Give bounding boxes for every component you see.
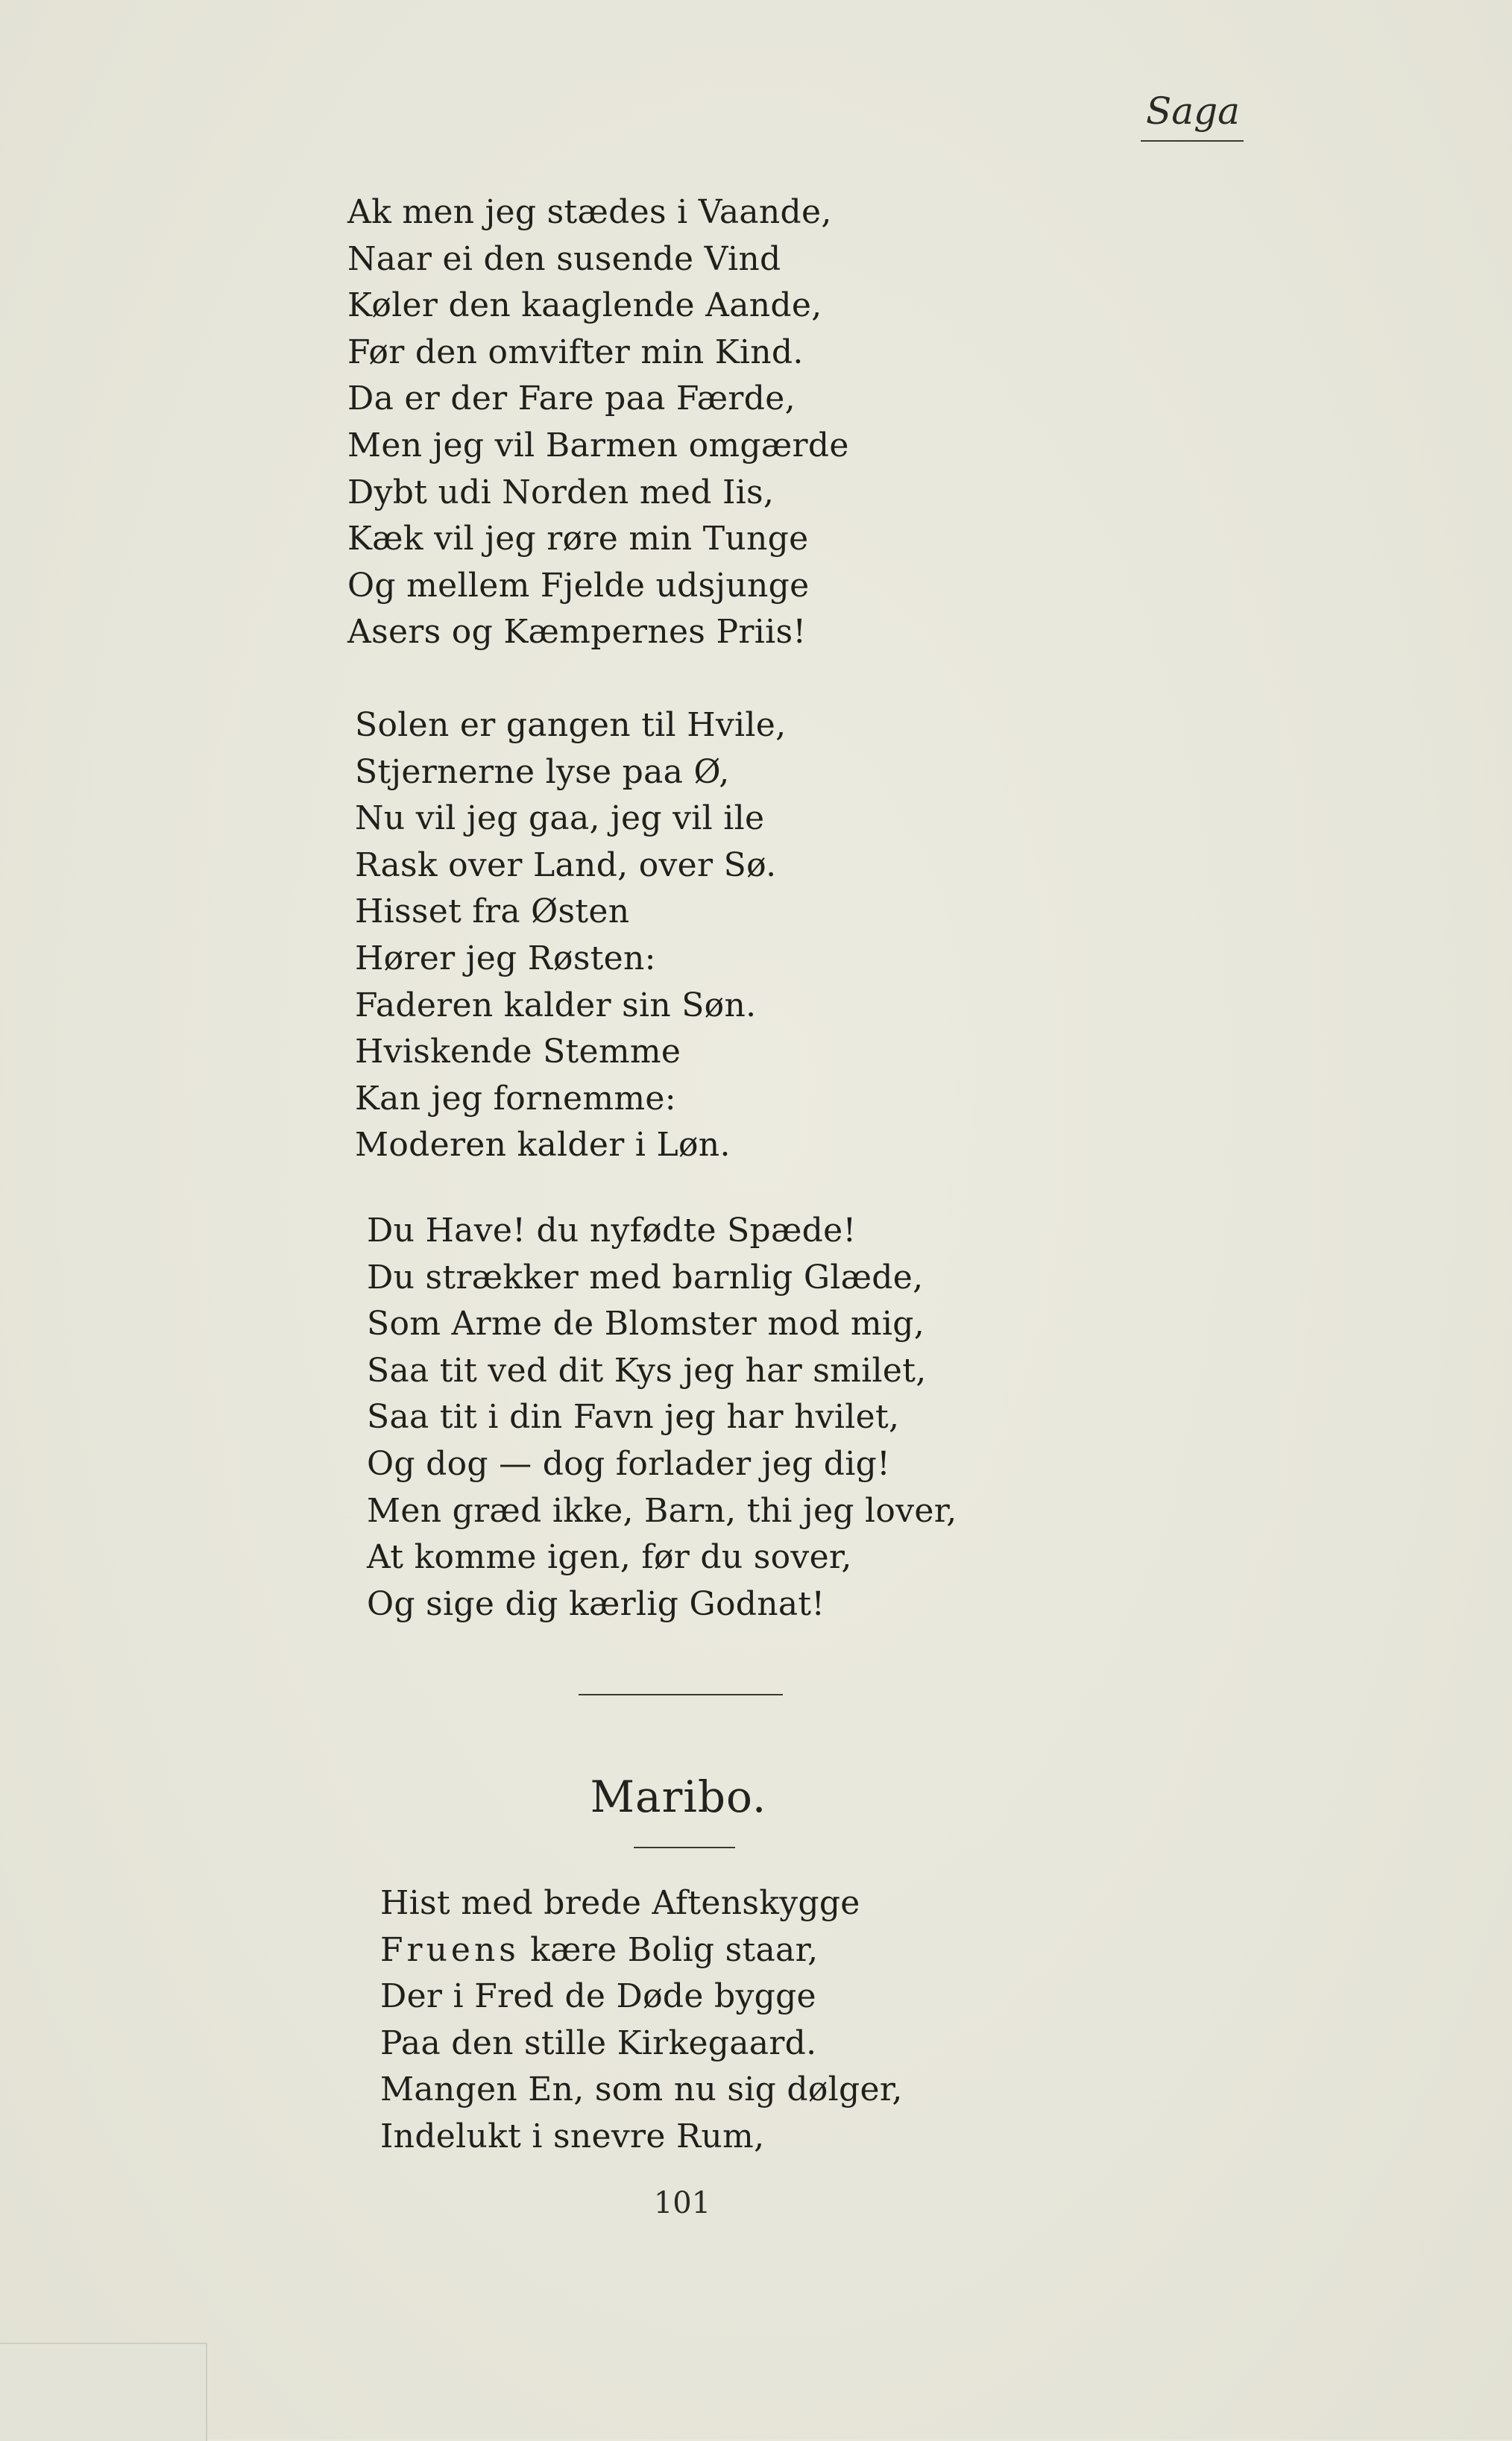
running-head: Saga (1146, 89, 1240, 133)
verse-line: Som Arme de Blomster mod mig, (367, 1305, 925, 1344)
verse-line: Du Have! du nyfødte Spæde! (367, 1212, 857, 1250)
running-head-underline (1141, 140, 1244, 142)
title-underline (634, 1847, 735, 1848)
maribo-stanza (380, 1880, 903, 2161)
verse-line: Faderen kalder sin Søn. (355, 986, 757, 1024)
verse-line: Moderen kalder i Løn. (355, 1126, 731, 1165)
verse-line: Hører jeg Røsten: (355, 939, 656, 977)
verse-line: Der i Fred de Døde bygge (380, 1977, 816, 2016)
verse-line: Saa tit ved dit Kys jeg har smilet, (367, 1351, 927, 1390)
verse-line: Kæk vil jeg røre min Tunge (347, 520, 809, 558)
section-divider (579, 1694, 783, 1695)
verse-line: Nu vil jeg gaa, jeg vil ile (355, 799, 765, 838)
underlying-page-edge (0, 2343, 207, 2441)
verse-line: At komme igen, før du sover, (367, 1538, 852, 1577)
verse-line: Paa den stille Kirkegaard. (380, 2023, 817, 2062)
verse-line: Før den omvifter min Kind. (347, 333, 804, 371)
verse-line: Saa tit i din Favn jeg har hvilet, (367, 1398, 900, 1437)
verse-line: Ak men jeg stædes i Vaande, (347, 193, 832, 231)
verse-line: Og sige dig kærlig Godnat! (367, 1584, 825, 1623)
verse-line: Rask over Land, over Sø. (355, 845, 777, 884)
stanza-2 (355, 702, 786, 1169)
verse-line: Men græd ikke, Barn, thi jeg lover, (367, 1491, 957, 1530)
verse-line: Og mellem Fjelde udsjunge (347, 566, 810, 605)
verse-line: Asers og Kæmpernes Priis! (347, 613, 807, 652)
page-number: 101 (653, 2186, 711, 2220)
verse-line: Mangen En, som nu sig dølger, (380, 2070, 903, 2109)
verse-line: Kan jeg fornemme: (355, 1079, 676, 1118)
verse-line: Stjernerne lyse paa Ø, (355, 752, 730, 791)
verse-line: Indelukt i snevre Rum, (380, 2117, 765, 2155)
verse-line: Køler den kaaglende Aande, (347, 286, 822, 325)
verse-line: Da er der Fare paa Færde, (347, 379, 796, 418)
verse-line: Fruens kære Bolig staar, (380, 1930, 819, 1969)
verse-line: Solen er gangen til Hvile, (355, 706, 787, 744)
verse-line: Naar ei den susende Vind (347, 239, 781, 278)
stanza-1 (347, 189, 849, 656)
verse-line: Dybt udi Norden med Iis, (347, 473, 775, 511)
verse-line: Du strækker med barnlig Glæde, (367, 1258, 924, 1297)
verse-line: Men jeg vil Barmen omgærde (347, 426, 849, 464)
verse-line: Hist med brede Aftenskygge (380, 1884, 860, 1922)
poem-title: Maribo. (590, 1771, 767, 1822)
verse-line: Og dog — dog forlader jeg dig! (367, 1444, 891, 1483)
stanza-3 (367, 1208, 957, 1628)
verse-line: Hviskende Stemme (355, 1033, 681, 1071)
verse-line: Hisset fra Østen (355, 892, 630, 931)
